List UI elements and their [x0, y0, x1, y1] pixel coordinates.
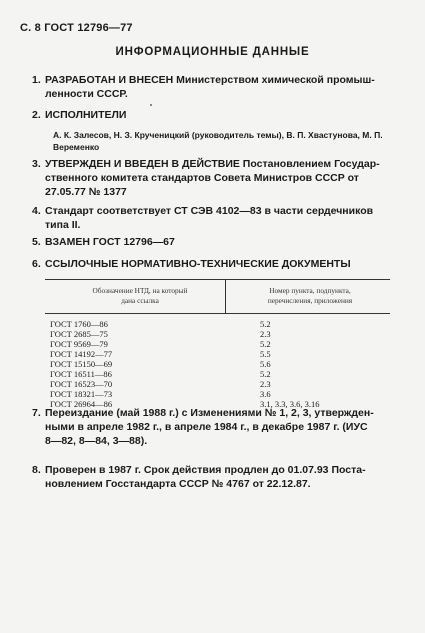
section-number: 8. [32, 464, 41, 476]
section-text-line: 8—82, 8—84, 3—88). [45, 435, 148, 447]
table-header-rule [45, 313, 390, 314]
row-document: ГОСТ 9569—79 [50, 339, 108, 349]
table-row [45, 379, 390, 389]
table-row [45, 339, 390, 349]
table-row [45, 329, 390, 339]
section-text-line: ИСПОЛНИТЕЛИ [45, 109, 127, 121]
table-column-divider [225, 279, 226, 313]
section-number: 6. [32, 258, 41, 270]
table-row [45, 349, 390, 359]
table-row [45, 389, 390, 399]
section-text-line: Переиздание (май 1988 г.) с Изменениями № 1, 2, 3, утвержден- [45, 407, 374, 419]
section-text-line: 27.05.77 № 1377 [45, 186, 127, 198]
row-document: ГОСТ 26964—86 [50, 399, 113, 409]
row-clause: 2.3 [260, 329, 271, 339]
section-number: 7. [32, 407, 41, 419]
row-clause: 5.5 [260, 349, 271, 359]
section-number: 1. [32, 74, 41, 86]
executors-line: Веременко [53, 142, 100, 152]
row-document: ГОСТ 1760—86 [50, 319, 108, 329]
section-text-line: ственного комитета стандартов Совета Министров СССР от [45, 172, 359, 184]
section-4 [32, 204, 404, 232]
print-speck [150, 104, 152, 106]
document-title: ИНФОРМАЦИОННЫЕ ДАННЫЕ [115, 46, 310, 58]
executors-list [53, 129, 403, 153]
table-row [45, 359, 390, 369]
section-6 [32, 257, 404, 271]
section-text-line: ВЗАМЕН ГОСТ 12796—67 [45, 236, 175, 248]
header-line: Номер пункта, подпункта, [269, 286, 351, 295]
row-document: ГОСТ 14192—77 [50, 349, 113, 359]
row-clause: 5.2 [260, 319, 271, 329]
section-text-line: новлением Госстандарта СССР № 4767 от 22.12.87. [45, 478, 311, 490]
table-top-rule [45, 279, 390, 280]
section-7 [32, 406, 404, 448]
row-document: ГОСТ 18321—73 [50, 389, 113, 399]
table-header-document [65, 286, 215, 305]
section-3 [32, 157, 404, 199]
section-number: 3. [32, 158, 41, 170]
section-text-line: Стандарт соответствует СТ СЭВ 4102—83 в части сердечников [45, 205, 374, 217]
references-table [45, 279, 390, 409]
table-header-clause [235, 286, 385, 305]
row-clause: 5.6 [260, 359, 271, 369]
section-1 [32, 73, 404, 101]
table-row [45, 369, 390, 379]
section-text-line: Проверен в 1987 г. Срок действия продлен до 01.07.93 Поста- [45, 464, 366, 476]
section-text-line: РАЗРАБОТАН И ВНЕСЕН Министерством химической промыш- [45, 74, 375, 86]
section-number: 5. [32, 236, 41, 248]
table-row [45, 319, 390, 329]
row-document: ГОСТ 16523—70 [50, 379, 113, 389]
row-document: ГОСТ 16511—86 [50, 369, 112, 379]
section-text-line: ными в апреле 1982 г., в апреле 1984 г., в декабре 1987 г. (ИУС [45, 421, 368, 433]
section-2 [32, 108, 404, 122]
row-clause: 5.2 [260, 339, 271, 349]
row-clause: 5.2 [260, 369, 271, 379]
section-text-line: ленности СССР. [45, 88, 128, 100]
row-clause: 3.1, 3.3, 3.6, 3.16 [260, 399, 320, 409]
section-8 [32, 463, 404, 491]
section-5 [32, 235, 404, 249]
row-document: ГОСТ 2685—75 [50, 329, 108, 339]
section-text-line: УТВЕРЖДЕН И ВВЕДЕН В ДЕЙСТВИЕ Постановлением Государ- [45, 158, 380, 170]
section-text-line: ССЫЛОЧНЫЕ НОРМАТИВНО-ТЕХНИЧЕСКИЕ ДОКУМЕНТЫ [45, 258, 351, 270]
page-header: С. 8 ГОСТ 12796—77 [20, 22, 133, 34]
header-line: дана ссылка [121, 295, 159, 305]
section-number: 2. [32, 109, 41, 121]
row-clause: 2.3 [260, 379, 271, 389]
row-clause: 3.6 [260, 389, 271, 399]
executors-line: А. К. Залесов, Н. З. Крученицкий (руководитель темы), В. П. Хвастунова, М. П. [53, 130, 383, 140]
section-number: 4. [32, 205, 41, 217]
header-line: Обозначение НТД, на который [92, 286, 188, 295]
section-text-line: типа II. [45, 219, 81, 231]
header-line: перечисления, приложения [267, 295, 353, 305]
row-document: ГОСТ 15150—69 [50, 359, 113, 369]
